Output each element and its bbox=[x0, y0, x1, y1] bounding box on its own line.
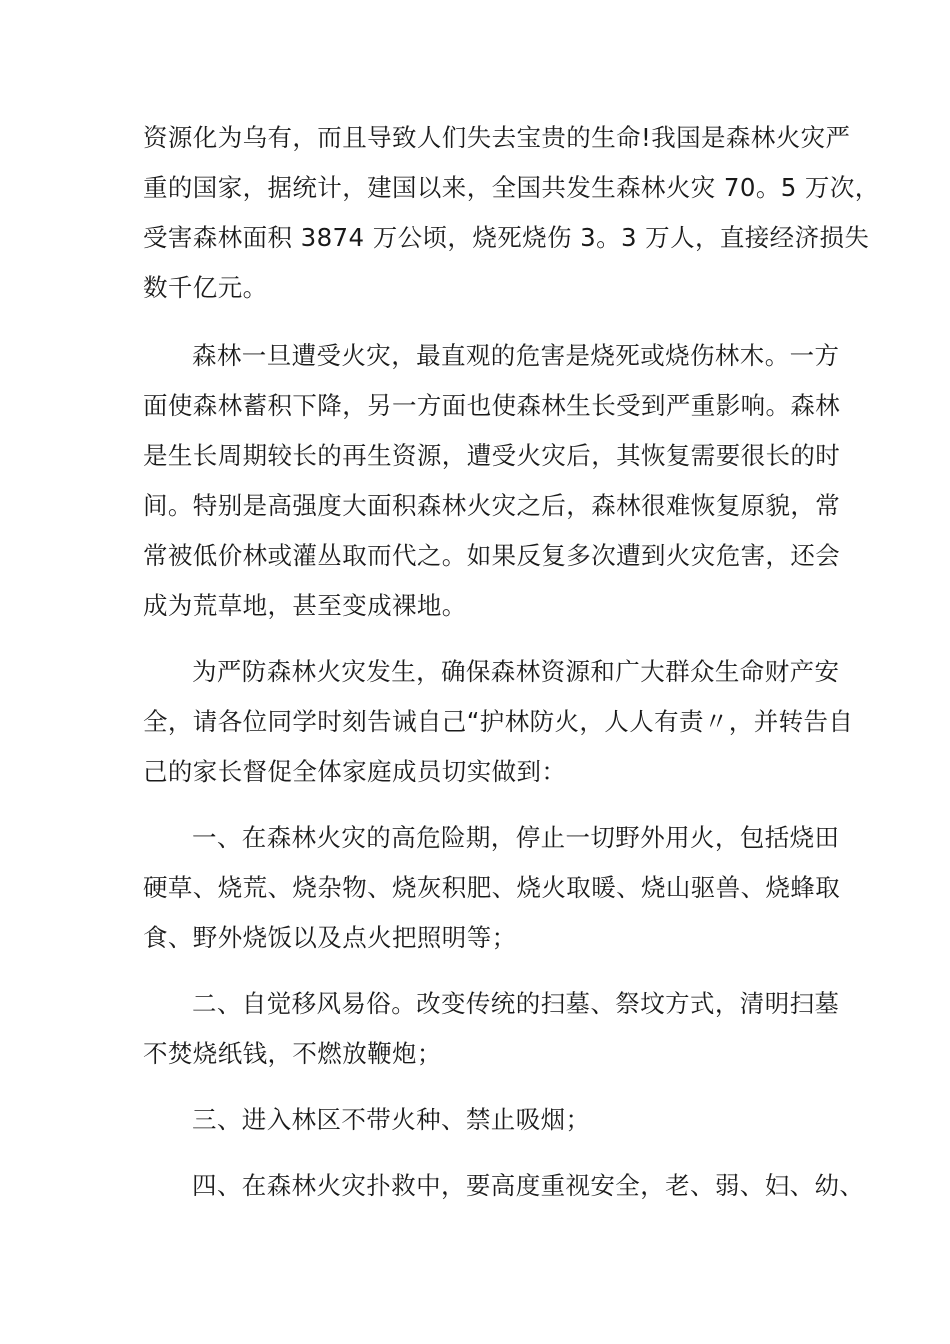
paragraph-5-line-2: 不焚烧纸钱，不燃放鞭炮； bbox=[143, 1039, 442, 1068]
paragraph-1-line-1: 资源化为乌有，而且导致人们失去宝贵的生命!我国是森林火灾严 bbox=[143, 123, 851, 152]
paragraph-2-line-2: 面使森林蓄积下降，另一方面也使森林生长受到严重影响。森林 bbox=[143, 391, 841, 420]
paragraph-6-line-1: 三、进入林区不带火种、禁止吸烟； bbox=[192, 1105, 591, 1134]
paragraph-3-line-1: 为严防森林火灾发生，确保森林资源和广大群众生命财产安 bbox=[192, 657, 840, 686]
paragraph-5-line-1: 二、自觉移风易俗。改变传统的扫墓、祭坟方式，清明扫墓 bbox=[192, 989, 840, 1018]
paragraph-2-line-5: 常被低价林或灌丛取而代之。如果反复多次遭到火灾危害，还会 bbox=[143, 541, 841, 570]
paragraph-1-line-4: 数千亿元。 bbox=[143, 273, 268, 302]
paragraph-1-line-3: 受害森林面积 3874 万公顷，烧死烧伤 3。3 万人，直接经济损失 bbox=[143, 223, 870, 252]
paragraph-2-line-4: 间。特别是高强度大面积森林火灾之后，森林很难恢复原貌，常 bbox=[143, 491, 841, 520]
paragraph-3-line-2: 全，请各位同学时刻告诫自己“护林防火，人人有责〃，并转告自 bbox=[143, 707, 854, 736]
paragraph-2-line-6: 成为荒草地，甚至变成裸地。 bbox=[143, 591, 467, 620]
paragraph-4-line-2: 硬草、烧荒、烧杂物、烧灰积肥、烧火取暖、烧山驱兽、烧蜂取 bbox=[143, 873, 841, 902]
paragraph-7-line-1: 四、在森林火灾扑救中，要高度重视安全，老、弱、妇、幼、 bbox=[192, 1171, 865, 1200]
paragraph-1-line-2: 重的国家，据统计，建国以来，全国共发生森林火灾 70。5 万次， bbox=[143, 173, 880, 202]
paragraph-2-line-1: 森林一旦遭受火灾，最直观的危害是烧死或烧伤林木。一方 bbox=[192, 341, 840, 370]
paragraph-4-line-1: 一、在森林火灾的高危险期，停止一切野外用火，包括烧田 bbox=[192, 823, 840, 852]
paragraph-4-line-3: 食、野外烧饭以及点火把照明等； bbox=[143, 923, 517, 952]
paragraph-2-line-3: 是生长周期较长的再生资源，遭受火灾后，其恢复需要很长的时 bbox=[143, 441, 841, 470]
paragraph-3-line-3: 己的家长督促全体家庭成员切实做到： bbox=[143, 757, 567, 786]
